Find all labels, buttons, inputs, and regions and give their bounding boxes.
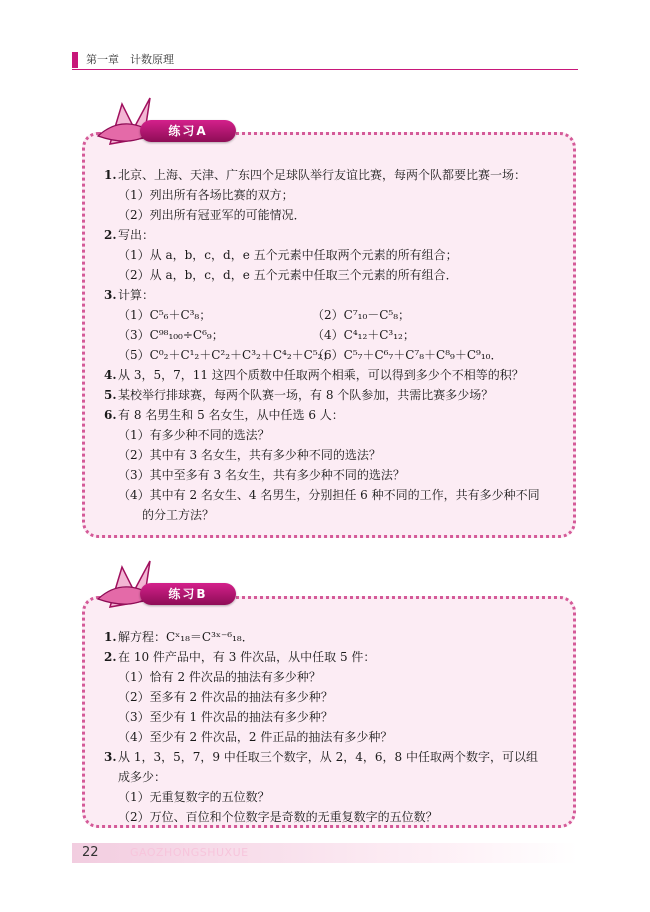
badge-label: 练习A bbox=[168, 124, 208, 138]
exercise-badge-a bbox=[92, 94, 242, 150]
question-a4: 4.从 3，5，7，11 这四个质数中任取两个相乘，可以得到多少个不相等的积？ bbox=[104, 368, 524, 382]
question-a1: 1.北京、上海、天津、广东四个足球队举行友谊比赛，每两个队都要比赛一场： bbox=[104, 168, 527, 182]
question-a1-1: （1）列出所有各场比赛的双方； bbox=[118, 188, 294, 202]
question-a3-1: （1）C⁵₆＋C³₈； bbox=[118, 308, 212, 322]
question-b3-cont: 成多少： bbox=[118, 770, 167, 784]
header-accent-bar bbox=[72, 52, 78, 68]
header-rule bbox=[72, 69, 578, 70]
question-a6: 6.有 8 名男生和 5 名女生，从中任选 6 人： bbox=[104, 408, 344, 422]
question-b2: 2.在 10 件产品中，有 3 件次品，从中任取 5 件： bbox=[104, 650, 376, 664]
question-b1: 1.解方程：Cˣ₁₈＝C³ˣ⁻⁶₁₈． bbox=[104, 630, 254, 644]
question-a3-5: （5）C⁰₂＋C¹₂＋C²₂＋C³₂＋C⁴₂＋C⁵₂； bbox=[118, 348, 335, 362]
question-a6-1: （1）有多少种不同的选法？ bbox=[118, 428, 270, 442]
exercise-badge-b bbox=[92, 557, 242, 613]
question-a6-3: （3）其中至多有 3 名女生，共有多少种不同的选法？ bbox=[118, 468, 405, 482]
question-b2-4: （4）至少有 2 件次品，2 件正品的抽法有多少种？ bbox=[118, 730, 393, 744]
question-a3-3: （3）C⁹⁸₁₀₀÷C⁶₉； bbox=[118, 328, 224, 342]
question-a2: 2.写出： bbox=[104, 228, 155, 242]
question-a3: 3.计算： bbox=[104, 288, 155, 302]
question-a6-4: （4）其中有 2 名女生、4 名男生，分别担任 6 种不同的工作，共有多少种不同 bbox=[118, 488, 540, 502]
question-a3-6: （6）C⁵₇＋C⁶₇＋C⁷₈＋C⁸₉＋C⁹₁₀． bbox=[312, 348, 503, 362]
question-a2-1: （1）从 a，b，c，d，e 五个元素中任取两个元素的所有组合； bbox=[118, 248, 458, 262]
badge-label: 练习B bbox=[168, 587, 208, 601]
chapter-title: 第一章 计数原理 bbox=[86, 53, 174, 66]
question-a2-2: （2）从 a，b，c，d，e 五个元素中任取三个元素的所有组合． bbox=[118, 268, 458, 282]
question-a6-4-cont: 的分工方法？ bbox=[142, 508, 215, 522]
question-a6-2: （2）其中有 3 名女生，共有多少种不同的选法？ bbox=[118, 448, 381, 462]
question-b2-2: （2）至多有 2 件次品的抽法有多少种？ bbox=[118, 690, 333, 704]
question-b2-1: （1）恰有 2 件次品的抽法有多少种？ bbox=[118, 670, 321, 684]
question-a1-2: （2）列出所有冠亚军的可能情况． bbox=[118, 208, 306, 222]
question-a3-4: （4）C⁴₁₂＋C³₁₂； bbox=[312, 328, 415, 342]
question-a3-2: （2）C⁷₁₀－C⁵₈； bbox=[312, 308, 411, 322]
page-number: 22 bbox=[82, 845, 99, 860]
question-b3: 3.从 1，3，5，7，9 中任取三个数字，从 2，4，6，8 中任取两个数字，可以组 bbox=[104, 750, 538, 764]
footer-brand: GAOZHONGSHUXUE bbox=[130, 846, 249, 859]
question-b2-3: （3）至少有 1 件次品的抽法有多少种？ bbox=[118, 710, 333, 724]
question-b3-1: （1）无重复数字的五位数？ bbox=[118, 790, 270, 804]
question-b3-2: （2）万位、百位和个位数字是奇数的无重复数字的五位数？ bbox=[118, 810, 438, 824]
question-a5: 5.某校举行排球赛，每两个队赛一场，有 8 个队参加，共需比赛多少场？ bbox=[104, 388, 494, 402]
